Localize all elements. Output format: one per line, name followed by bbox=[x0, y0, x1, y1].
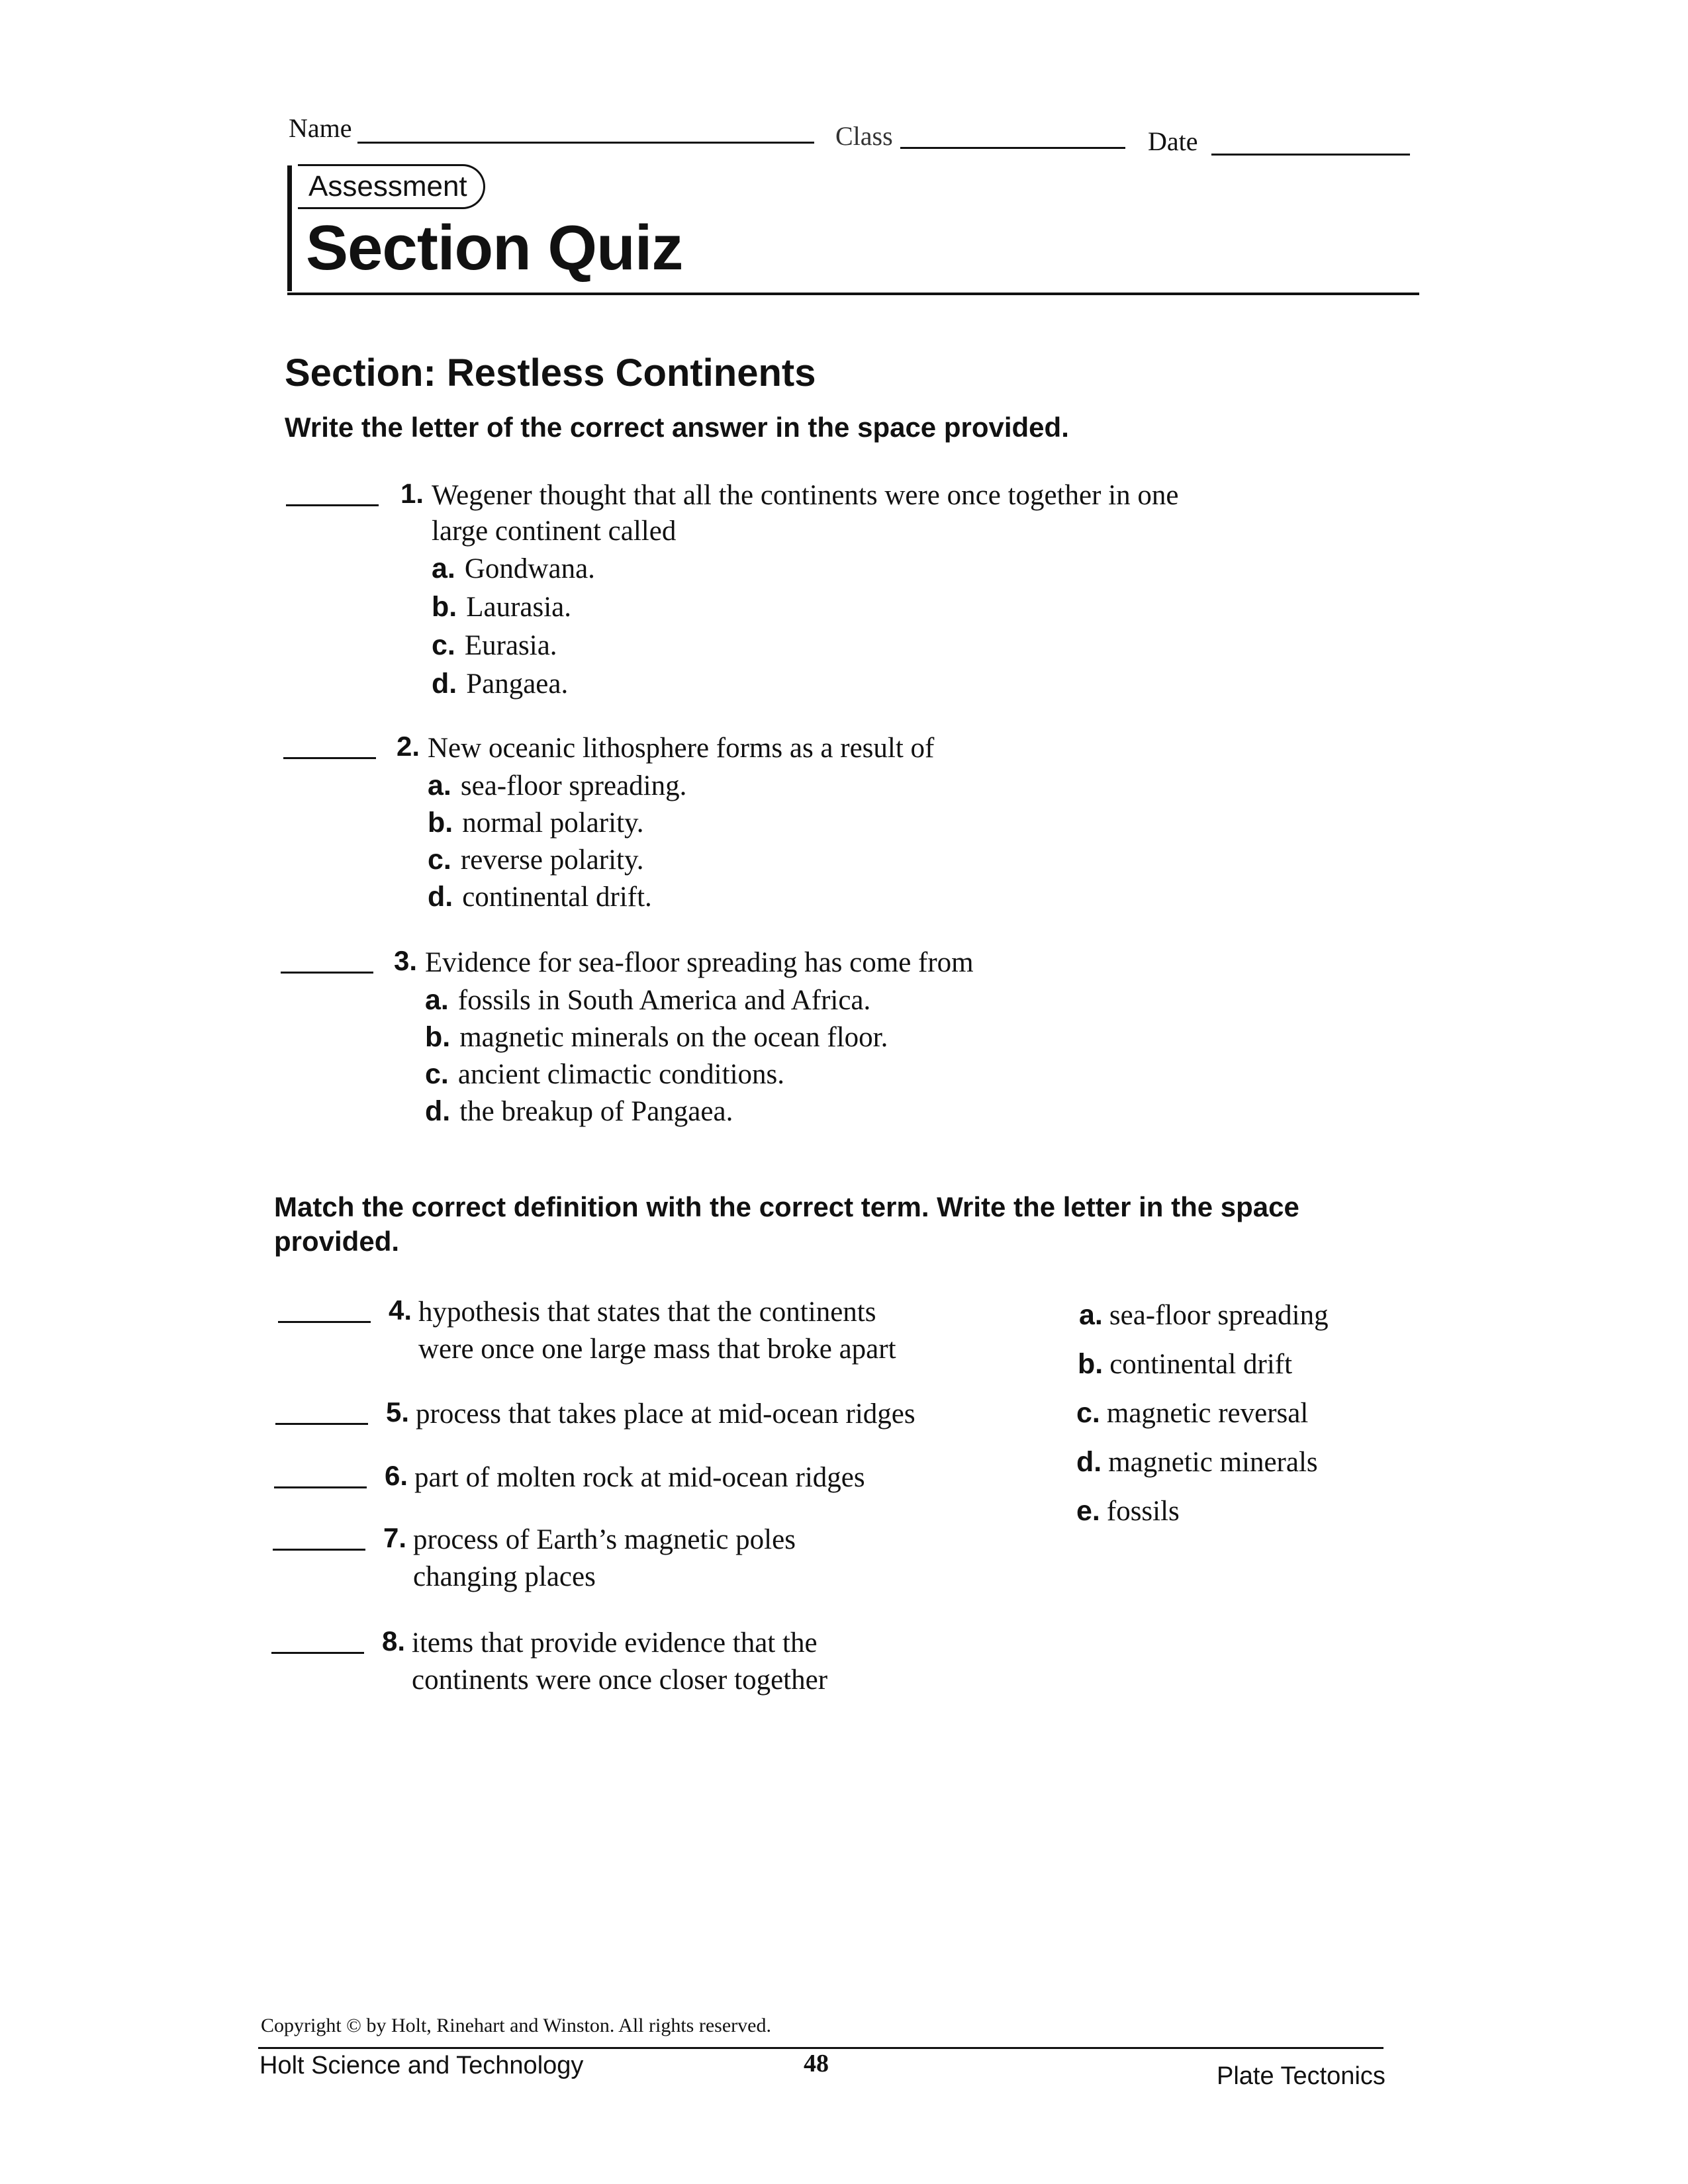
question-text: large continent called bbox=[432, 516, 677, 547]
option-d: d. the breakup of Pangaea. bbox=[425, 1095, 733, 1127]
chapter-name: Plate Tectonics bbox=[1217, 2062, 1385, 2090]
answer-blank-7[interactable] bbox=[273, 1549, 365, 1551]
term-c: c. magnetic reversal bbox=[1076, 1397, 1309, 1429]
banner-bar bbox=[287, 165, 292, 291]
question-text: Evidence for sea-floor spreading has come from bbox=[425, 947, 974, 978]
assessment-tag: Assessment bbox=[298, 164, 485, 209]
question-number: 2. bbox=[396, 731, 420, 762]
matching-item-text: hypothesis that states that the continents bbox=[418, 1297, 876, 1328]
option-d: d. Pangaea. bbox=[432, 668, 569, 700]
page-number: 48 bbox=[804, 2050, 829, 2077]
question-number: 3. bbox=[393, 945, 417, 976]
answer-blank-6[interactable] bbox=[274, 1486, 367, 1488]
answer-blank-2[interactable] bbox=[283, 757, 376, 759]
option-b: b. magnetic minerals on the ocean floor. bbox=[425, 1021, 888, 1053]
question-number: 1. bbox=[400, 478, 424, 509]
matching-item-text: continents were once closer together bbox=[412, 1664, 828, 1696]
mc-instruction: Write the letter of the correct answer in the space provided. bbox=[285, 412, 1069, 443]
date-label: Date bbox=[1148, 126, 1198, 156]
answer-blank-1[interactable] bbox=[286, 504, 379, 506]
term-e: e. fossils bbox=[1076, 1495, 1180, 1527]
title-divider bbox=[287, 293, 1419, 295]
matching-item-text: were once one large mass that broke apart bbox=[418, 1334, 896, 1365]
answer-blank-5[interactable] bbox=[275, 1423, 368, 1425]
option-a: a. sea-floor spreading. bbox=[428, 770, 687, 801]
question-number: 6. bbox=[384, 1460, 408, 1491]
option-c: c. Eurasia. bbox=[432, 629, 557, 661]
option-a: a. fossils in South America and Africa. bbox=[425, 984, 871, 1016]
matching-item-text: process that takes place at mid-ocean ridges bbox=[416, 1398, 915, 1430]
question-text: Wegener thought that all the continents were once together in one bbox=[432, 480, 1179, 511]
copyright-notice: Copyright © by Holt, Rinehart and Winston. All rights reserved. bbox=[261, 2015, 771, 2036]
question-number: 7. bbox=[383, 1522, 406, 1553]
question-number: 5. bbox=[385, 1396, 409, 1428]
class-label: Class bbox=[835, 121, 893, 151]
matching-instruction: Match the correct definition with the correct term. Write the letter in the space bbox=[274, 1191, 1299, 1222]
matching-instruction: provided. bbox=[274, 1226, 400, 1257]
publisher-name: Holt Science and Technology bbox=[259, 2052, 584, 2079]
option-b: b. normal polarity. bbox=[428, 807, 644, 839]
option-b: b. Laurasia. bbox=[432, 591, 571, 623]
matching-item-text: process of Earth’s magnetic poles bbox=[413, 1524, 796, 1555]
option-c: c. reverse polarity. bbox=[428, 844, 644, 876]
section-title: Section: Restless Continents bbox=[285, 351, 816, 394]
term-a: a. sea-floor spreading bbox=[1079, 1299, 1329, 1331]
question-number: 4. bbox=[388, 1295, 412, 1326]
question-text: New oceanic lithosphere forms as a result of bbox=[428, 733, 935, 764]
option-c: c. ancient climactic conditions. bbox=[425, 1058, 785, 1090]
name-label: Name bbox=[289, 113, 352, 143]
name-field[interactable] bbox=[357, 142, 814, 144]
answer-blank-3[interactable] bbox=[281, 972, 373, 974]
date-field[interactable] bbox=[1211, 154, 1410, 156]
term-d: d. magnetic minerals bbox=[1076, 1446, 1318, 1478]
page-title: Section Quiz bbox=[306, 212, 683, 283]
matching-item-text: items that provide evidence that the bbox=[412, 1627, 818, 1659]
option-a: a. Gondwana. bbox=[432, 553, 595, 584]
option-d: d. continental drift. bbox=[428, 881, 652, 913]
matching-item-text: changing places bbox=[413, 1561, 596, 1592]
answer-blank-8[interactable] bbox=[271, 1652, 364, 1654]
question-number: 8. bbox=[381, 1625, 405, 1657]
matching-item-text: part of molten rock at mid-ocean ridges bbox=[414, 1462, 865, 1493]
class-field[interactable] bbox=[900, 147, 1125, 149]
term-b: b. continental drift bbox=[1078, 1348, 1293, 1380]
answer-blank-4[interactable] bbox=[278, 1321, 371, 1323]
